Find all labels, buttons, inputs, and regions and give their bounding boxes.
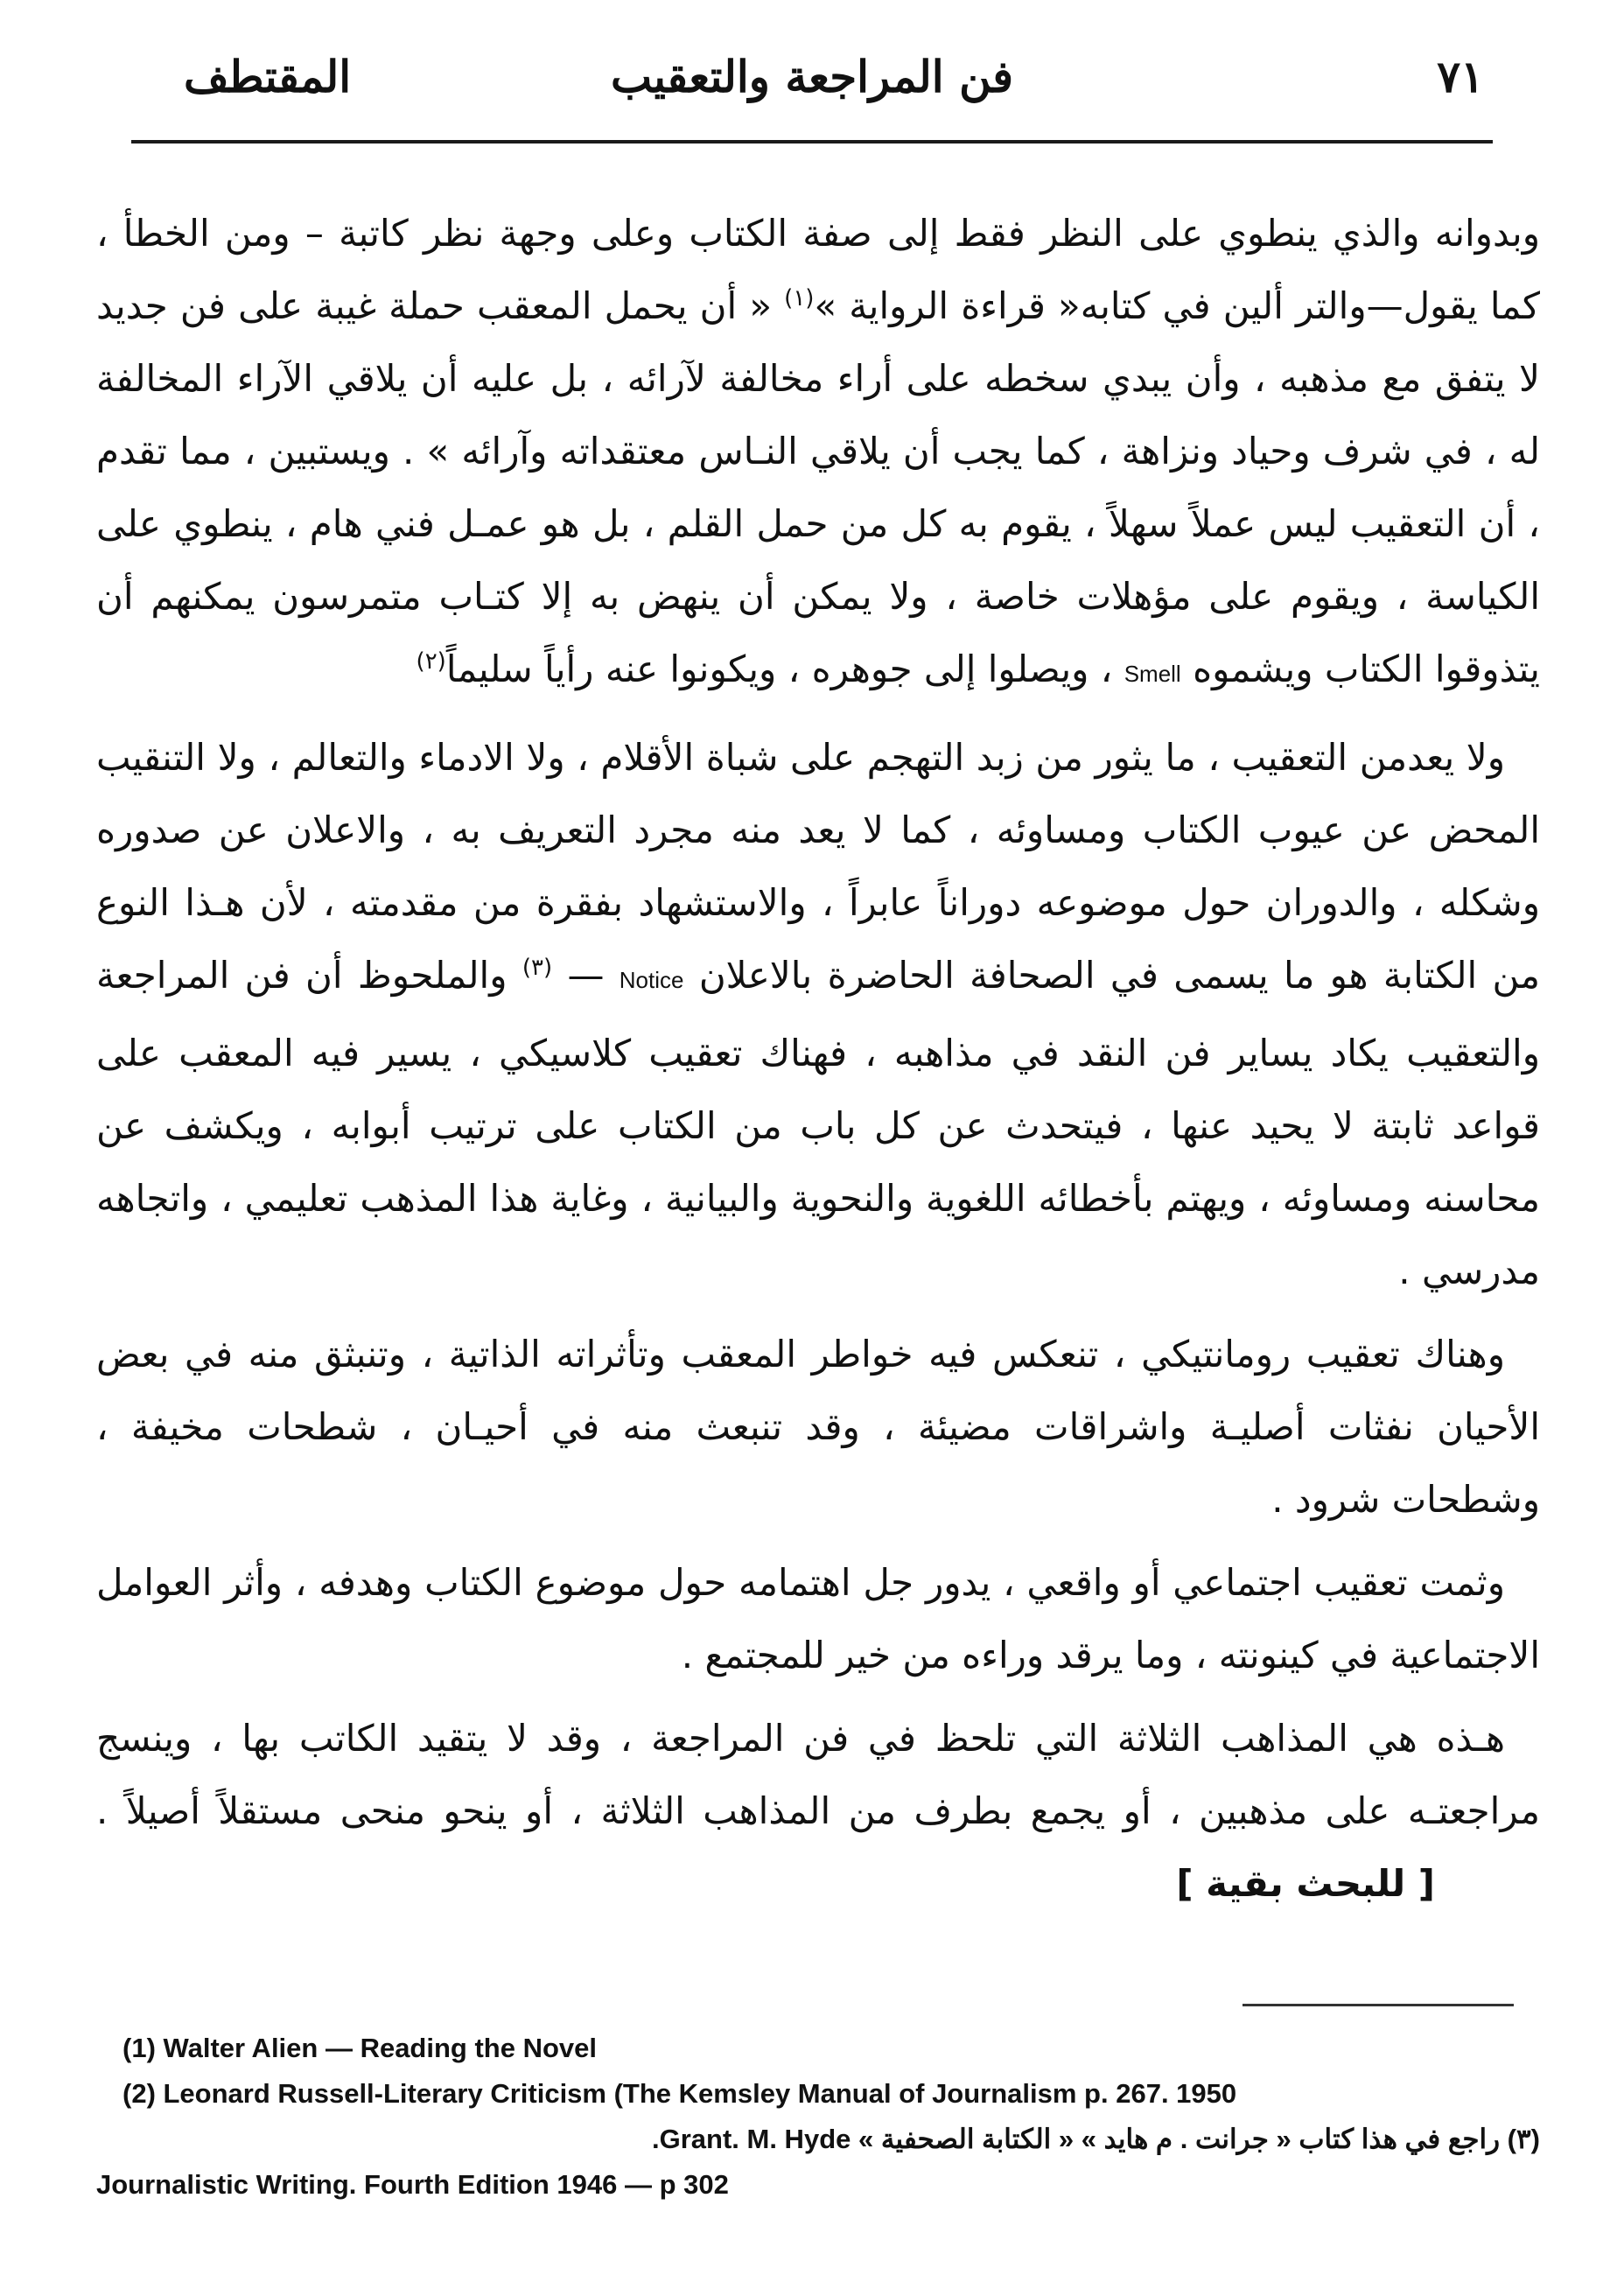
paragraph-1 — [96, 197, 1540, 710]
text-line: والملحوظ أن فن المراجعة والتعقيب يكاد يساير فن النقد في — [96, 954, 1540, 1074]
page-header — [140, 35, 1484, 122]
text-line: بالاعلان — [683, 954, 813, 997]
footnote-ref-3: (٣) — [522, 955, 553, 981]
text-line: وأثر العوامل الاجتماعية في كينونته ، وما يرقد وراءه من خير للمجتمع . — [96, 1561, 1540, 1676]
journal-name: المقتطف — [184, 51, 352, 102]
text-line: مذاهبه ، فهناك تعقيب كلاسيكي ، يسير فيه المعقب على قواعد ثابتة لا يحيد عنها ، — [96, 1032, 1540, 1147]
text-line: ولا يعدمن التعقيب ، ما يثور من زبد التهجم على شباة الأقلام ، ولا الادماء والتعالم ، — [268, 736, 1505, 779]
text-line: فيتحدث عن كل باب من الكتاب على ترتيب أبوابه ، ويكشف عن محاسنه ومساوئه ، — [96, 1104, 1541, 1220]
paragraph-2 — [96, 721, 1540, 1307]
text-line: مستقلاً أصيلاً . — [96, 1789, 323, 1832]
text-line: وبدوانه والذي ينطوي على النظر فقط إلى صفة الكتاب وعلى وجهة نظر كاتبة – ومن — [224, 212, 1540, 255]
paragraph-3 — [96, 1318, 1540, 1536]
latin-term-notice: Notice — [619, 967, 684, 993]
footnote-3: (٣) راجع في هذا كتاب « جرانت . م هايد » « الكتابة الصحفية » Grant. M. Hyde. — [651, 2124, 1540, 2154]
latin-term-smell: Smell — [1124, 661, 1181, 687]
header-divider — [131, 140, 1493, 144]
footnote-ref-2: (٢) — [416, 648, 446, 675]
text-line: — — [552, 954, 620, 997]
text-line: والاعلان عن صدوره وشكله ، والدوران حول موضوعه دوراناً عابراً ، والاستشهاد — [96, 808, 1540, 924]
text-line: الخطأ ، كما يقول—والتر ألين في كتابه« قراءة الرواية » — [96, 212, 1540, 327]
text-line: هـذه هي المذاهب الثلاثة التي تلحظ في فن المراجعة ، وقد لا يتقيد الكاتب بها ، — [210, 1717, 1505, 1760]
text-line: ولا يمكن أن ينهض به إلا كتـاب متمرسون يمكنهم أن يتذوقوا الكتاب ويشموه — [96, 575, 1540, 690]
article-end-rule — [1242, 2004, 1514, 2006]
page-number: ٧١ — [1437, 51, 1484, 102]
article-body — [96, 197, 1540, 1930]
text-line: معتقداته وآرائه » . ويستبين ، مما تقدم ، أن التعقيب ليس عملاً سهلاً ، يقوم به كل — [96, 430, 1540, 545]
text-line: من حمل القلم ، بل هو عمـل فني هام ، ينطوي على الكياسة ، ويقوم على مؤهلات خاصة ، — [96, 502, 1541, 618]
running-title: فن المراجعة والتعقيب — [610, 51, 1014, 102]
text-line: ولا التنقيب المحض عن عيوب الكتاب ومساوئه ، كما لا يعد منه مجرد التعريف به ، — [96, 736, 1540, 851]
paragraph-5 — [96, 1702, 1540, 1920]
footnote-2: (2) Leonard Russell-Literary Criticism (The Kemsley Manual of Journalism p. 267. 1950 — [122, 2078, 1237, 2109]
footnote-1: (1) Walter Alien — Reading the Novel — [122, 2033, 598, 2063]
text-line: وهناك تعقيب رومانتيكي ، تنعكس فيه خواطر المعقب وتأثراته الذاتية ، وتنبثق — [313, 1333, 1505, 1376]
text-line: ويهتم بأخطائه اللغوية والنحوية والبيانية ، وغاية هذا المذهب تعليمي ، واتجاهه مدرسي . — [96, 1177, 1540, 1292]
text-line: يلاقي الآراء المخالفة له ، في شرف وحياد ونزاهة ، كما يجب أن يلاقي النـاس — [96, 357, 1540, 472]
footnote-3-continuation: Journalistic Writing. Fourth Edition 1946 — p 302 — [96, 2169, 729, 2200]
footnotes — [96, 2026, 1540, 2208]
text-line: منه في بعض الأحيان نفثات أصليـة واشراقات مضيئة ، وقد تنبعث منه في أحيـان ، — [96, 1333, 1540, 1448]
text-line: ، ويصلوا إلى جوهره ، ويكونوا عنه رأياً سليماً — [445, 648, 1124, 690]
text-line: شطحات مخيفة ، وشطحات شرود . — [96, 1405, 1540, 1521]
text-line: فن جديد لا يتفق مع مذهبه ، وأن يبدي سخطه على أراء مخالفة لآرائه ، بل عليه أن — [96, 284, 1540, 400]
text-line: وينسج مراجعتـه على مذهبين ، أو يجمع بطرف من المذاهب الثلاثة ، أو ينحو منحى — [96, 1717, 1540, 1832]
paragraph-4 — [96, 1546, 1540, 1691]
text-line: « أن يحمل المعقب حملة غيبة على — [238, 284, 785, 327]
text-line: وثمت تعقيب اجتماعي أو واقعي ، يدور جل اهتمامه حول موضوع الكتاب وهدفه ، — [294, 1561, 1505, 1604]
to-be-continued-note: [ للبحث بقية ] — [1176, 1862, 1435, 1905]
text-line: بفقرة من مقدمته ، لأن هـذا النوع من الكتابة هو ما يسمى في الصحافة الحاضرة — [96, 881, 1540, 997]
footnote-ref-1: (١) — [784, 285, 815, 312]
